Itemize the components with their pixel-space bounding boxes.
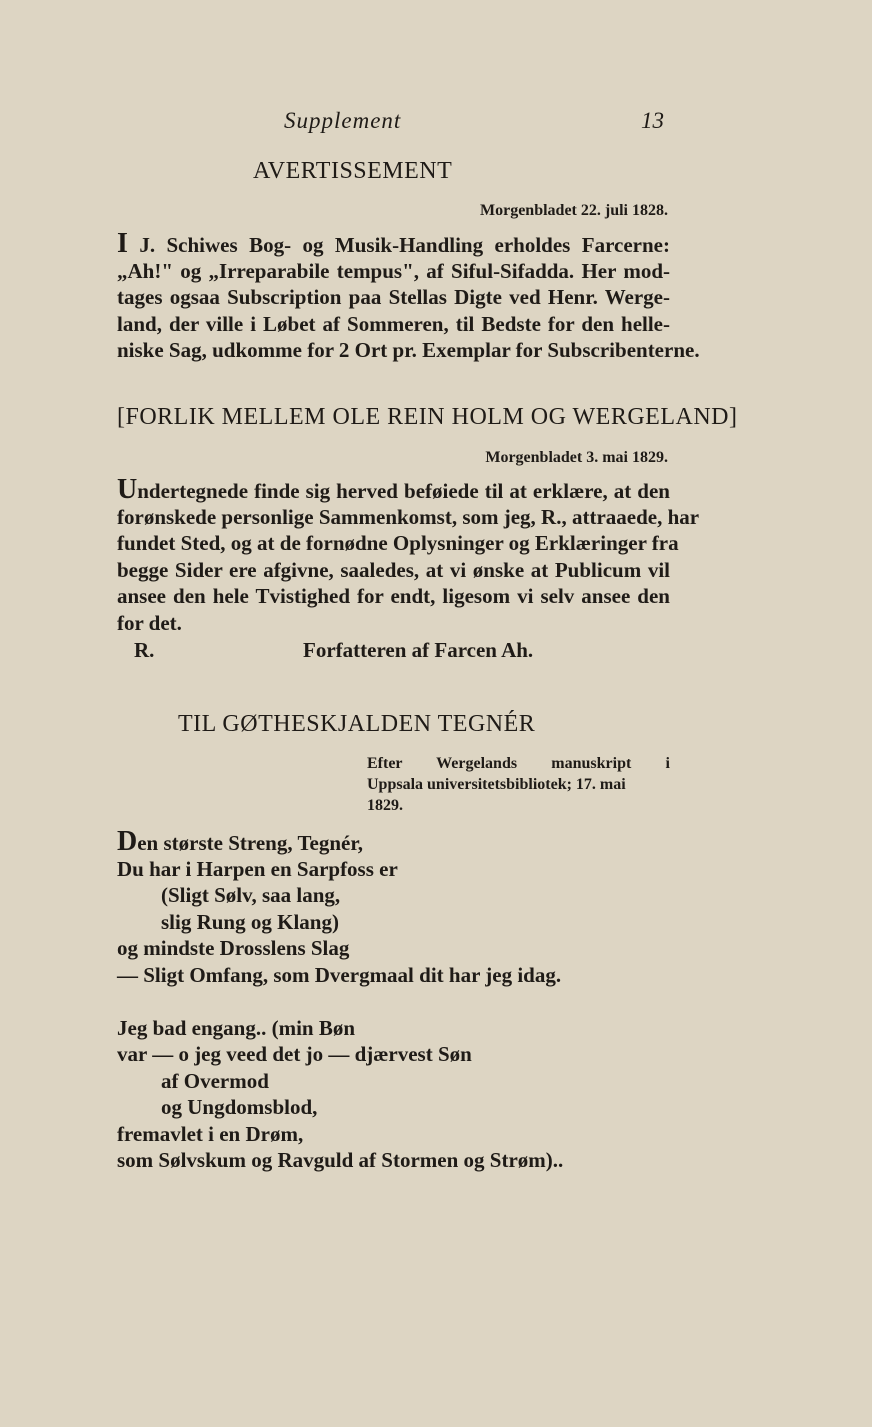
paragraph-avertissement	[117, 228, 700, 364]
text-line: „Ah!" og „Irreparabile tempus", af Siful-Sifadda. Her mod-	[117, 258, 670, 283]
section-title-forlik: [FORLIK MELLEM OLE REIN HOLM OG WERGELAND]	[117, 404, 738, 430]
text-line: niske Sag, udkomme for 2 Ort pr. Exemplar for Subscribenterne.	[117, 338, 700, 362]
source-line: 1829.	[367, 797, 403, 814]
drop-cap: D	[117, 826, 138, 857]
source-line-2: Morgenbladet 3. mai 1829.	[485, 449, 668, 466]
poem-line: og mindste Drosslens Slag	[117, 936, 350, 960]
poem-line: — Sligt Omfang, som Dvergmaal dit har jeg idag.	[117, 962, 562, 987]
text-line: tages ogsaa Subscription paa Stellas Digte ved Henr. Werge-	[117, 285, 670, 309]
poem-line: Du har i Harpen en Sarpfoss er	[117, 856, 398, 881]
section-title-avertissement: AVERTISSEMENT	[253, 158, 453, 184]
text-line: ansee den hele Tvistighed for endt, ligesom vi selv ansee den	[117, 584, 670, 608]
stanza-gap	[117, 988, 563, 1015]
poem-line: slig Rung og Klang)	[161, 909, 339, 934]
drop-cap: I	[117, 228, 128, 259]
text-line: Undertegnede finde sig herved beføiede til at erklære, at den	[117, 474, 670, 505]
signature-initial: R.	[134, 638, 155, 662]
poem	[117, 826, 564, 1174]
source-line: Uppsala universitetsbibliotek; 17. mai	[367, 776, 626, 793]
text-line: land, der ville i Løbet af Sommeren, til Bedste for den helle-	[117, 311, 670, 336]
poem-line: var — o jeg veed det jo — djærvest Søn	[117, 1042, 472, 1066]
drop-cap: U	[117, 474, 138, 505]
text-line: begge Sider ere afgivne, saaledes, at vi ønske at Publicum vil	[117, 557, 670, 582]
paragraph-forlik	[117, 474, 700, 636]
section-title-tegner: TIL GØTHESKJALDEN TEGNÉR	[178, 711, 536, 737]
poem-line: Jeg bad engang.. (min Bøn	[117, 1015, 356, 1040]
poem-line: Den største Streng, Tegnér,	[117, 826, 363, 857]
source-note	[367, 753, 670, 816]
source-line-1: Morgenbladet 22. juli 1828.	[480, 202, 668, 219]
signature-author: Forfatteren af Farcen Ah.	[303, 638, 534, 662]
poem-line: og Ungdomsblod,	[161, 1095, 318, 1119]
text-line: for det.	[117, 610, 182, 635]
text-line: I J. Schiwes Bog- og Musik-Handling erholdes Farcerne:	[117, 228, 670, 259]
text-line: fundet Sted, og at de fornødne Oplysninger og Erklæringer fra	[117, 531, 679, 555]
running-head: Supplement	[284, 108, 402, 133]
poem-line: som Sølvskum og Ravguld af Stormen og Strøm)..	[117, 1148, 564, 1172]
source-line: Efter Wergelands manuskript i	[367, 755, 670, 772]
page-number: 13	[641, 108, 664, 133]
poem-line: fremavlet i en Drøm,	[117, 1121, 304, 1146]
text-line: forønskede personlige Sammenkomst, som jeg, R., attraaede, har	[117, 504, 700, 529]
poem-line: af Overmod	[161, 1068, 269, 1093]
poem-line: (Sligt Sølv, saa lang,	[161, 883, 341, 907]
